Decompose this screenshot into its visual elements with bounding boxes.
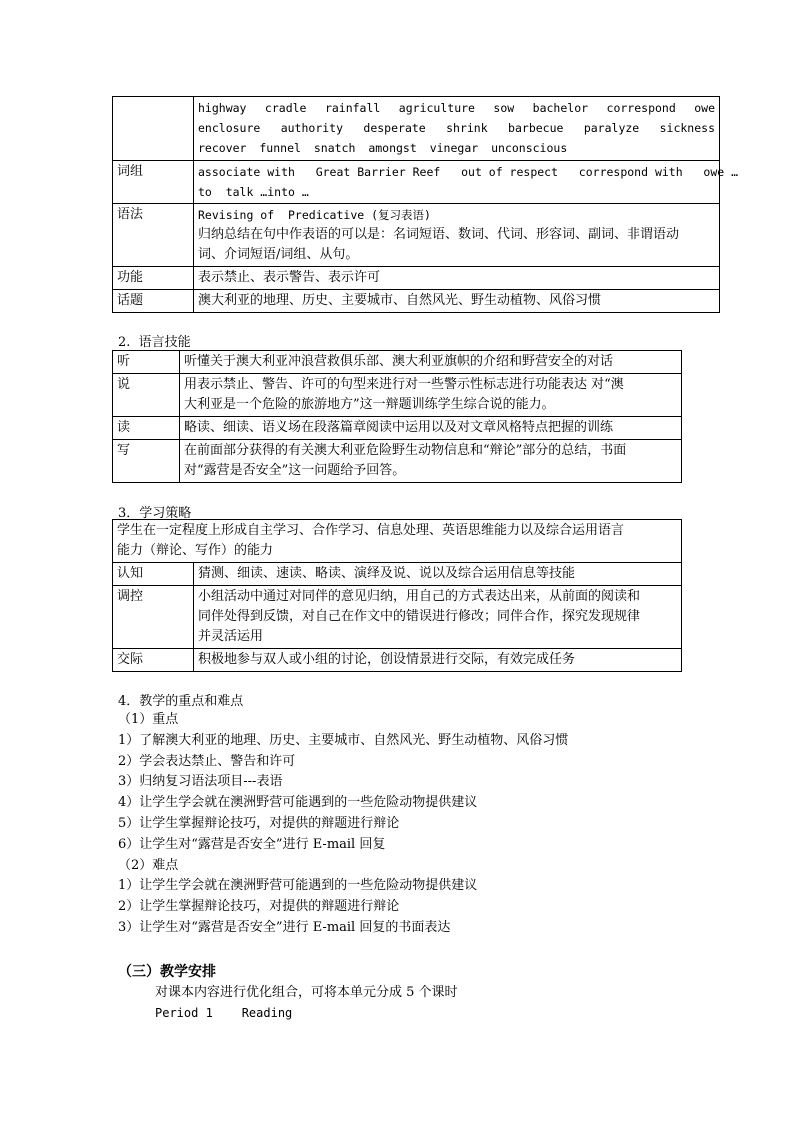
table-row	[113, 417, 682, 440]
content-line: 对“露营是否安全”这一问题给予回答。	[184, 463, 406, 478]
content-line: to talk …into …	[198, 185, 309, 199]
row-label: 调控	[113, 586, 194, 649]
content-line: 略读、细读、语义场在段落篇章阅读中运用以及对文章风格特点把握的训练	[184, 420, 614, 435]
list-item: （1）重点	[118, 712, 179, 727]
table-row	[113, 440, 682, 483]
table-row	[113, 290, 720, 313]
row-content	[180, 440, 682, 483]
list-item: 3）归纳复习语法项目---表语	[118, 774, 283, 790]
list-item: 1）让学生学会就在澳洲野营可能遇到的一些危险动物提供建议	[118, 878, 478, 894]
table-row	[113, 586, 682, 649]
table-row	[113, 563, 682, 586]
table-row	[113, 161, 720, 204]
row-label: 听	[113, 351, 180, 374]
row-content	[194, 586, 682, 649]
word-list-cell	[194, 97, 720, 161]
content-line: 听懂关于澳大利亚冲浪营救俱乐部、澳大利亚旗帜的介绍和野营安全的对话	[184, 354, 614, 369]
table-row	[113, 267, 720, 290]
content-line: associate with Great Barrier Reef out of respect correspond with owe …	[198, 165, 739, 179]
row-content	[194, 161, 739, 204]
word-line: recover funnel snatch amongst vinegar unconscious	[198, 141, 568, 155]
intro-cell	[113, 520, 682, 563]
content-line: 在前面部分获得的有关澳大利亚危险野生动物信息和“辩论”部分的总结，书面	[184, 443, 627, 458]
content-line: 同伴处得到反馈，对自己在作文中的错误进行修改；同伴合作，探究发现规律	[198, 609, 641, 624]
list-item: 4）让学生学会就在澳洲野营可能遇到的一些危险动物提供建议	[118, 795, 478, 811]
list-item: 5）让学生掌握辩论技巧，对提供的辩题进行辩论	[118, 815, 400, 831]
schedule-line: 对课本内容进行优化组合，可将本单元分成 5 个课时	[155, 985, 458, 1000]
row-content	[194, 267, 720, 290]
content-line: 归纳总结在句中作表语的可以是：名词短语、数词、代词、形容词、副词、非谓语动	[198, 227, 680, 242]
row-label: 语法	[113, 204, 194, 267]
table-row	[113, 649, 682, 672]
row-content	[180, 374, 682, 417]
row-content	[194, 204, 720, 267]
content-line: Revising of Predicative (复习表语)	[198, 208, 431, 222]
section-heading-key-points: 4．教学的重点和难点	[118, 694, 244, 709]
word-line: highway cradle rainfall agriculture sow bachelor correspond owe	[198, 101, 715, 115]
content-line: 猜测、细读、速读、略读、演绎及说、说以及综合运用信息等技能	[198, 566, 576, 581]
content-line: 学生在一定程度上形成自主学习、合作学习、信息处理、英语思维能力以及综合运用语言	[117, 523, 625, 538]
language-skills-table	[112, 350, 682, 483]
content-line: 并灵活运用	[198, 629, 264, 644]
table-row	[113, 374, 682, 417]
table-row	[113, 520, 682, 563]
table-row	[113, 204, 720, 267]
content-line: 能力（辩论、写作）的能力	[117, 543, 274, 558]
content-line: 积极地参与双人或小组的讨论，创设情景进行交际，有效完成任务	[198, 652, 576, 667]
content-line: 澳大利亚的地理、历史、主要城市、自然风光、野生动植物、风俗习惯	[198, 293, 602, 308]
row-content	[180, 351, 682, 374]
row-content	[194, 649, 682, 672]
list-item: 3）让学生对“露营是否安全”进行 E-mail 回复的书面表达	[118, 919, 451, 935]
content-line: 词、介词短语/词组、从句。	[198, 247, 359, 262]
period-line: Period 1 Reading	[155, 1006, 293, 1020]
table-cell-empty	[113, 97, 194, 161]
section-heading-schedule: （三）教学安排	[118, 964, 216, 980]
row-label: 写	[113, 440, 180, 483]
learning-strategies-table	[112, 519, 682, 672]
list-item: 1）了解澳大利亚的地理、历史、主要城市、自然风光、野生动植物、风俗习惯	[118, 732, 569, 748]
row-label: 读	[113, 417, 180, 440]
row-label: 词组	[113, 161, 194, 204]
section-heading-language-skills: 2. 语言技能	[118, 335, 191, 350]
row-label: 功能	[113, 267, 194, 290]
content-line: 小组活动中通过对同伴的意见归纳，用自己的方式表达出来，从前面的阅读和	[198, 589, 641, 604]
word-line: enclosure authority desperate shrink barbecue paralyze sickness	[198, 121, 715, 135]
key-points-list	[118, 710, 718, 939]
list-item: 2）学会表达禁止、警告和许可	[118, 753, 296, 769]
content-line: 用表示禁止、警告、许可的句型来进行对一些警示性标志进行功能表达 对“澳	[184, 377, 624, 392]
row-label: 说	[113, 374, 180, 417]
content-line: 大利亚是一个危险的旅游地方”这一辩题训练学生综合说的能力。	[184, 397, 555, 412]
content-line: 表示禁止、表示警告、表示许可	[198, 270, 381, 285]
section-heading-learning-strategies: 3．学习策略	[118, 506, 192, 521]
vocab-table	[112, 96, 739, 313]
list-item: 6）让学生对“露营是否安全”进行 E-mail 回复	[118, 836, 386, 852]
row-content	[180, 417, 682, 440]
list-item: 2）让学生掌握辩论技巧，对提供的辩题进行辩论	[118, 899, 400, 915]
row-label: 交际	[113, 649, 194, 672]
row-label: 话题	[113, 290, 194, 313]
row-label: 认知	[113, 563, 194, 586]
list-item: （2）难点	[118, 857, 179, 873]
table-row	[113, 351, 682, 374]
row-content	[194, 563, 682, 586]
row-content	[194, 290, 720, 313]
table-row	[113, 97, 720, 161]
